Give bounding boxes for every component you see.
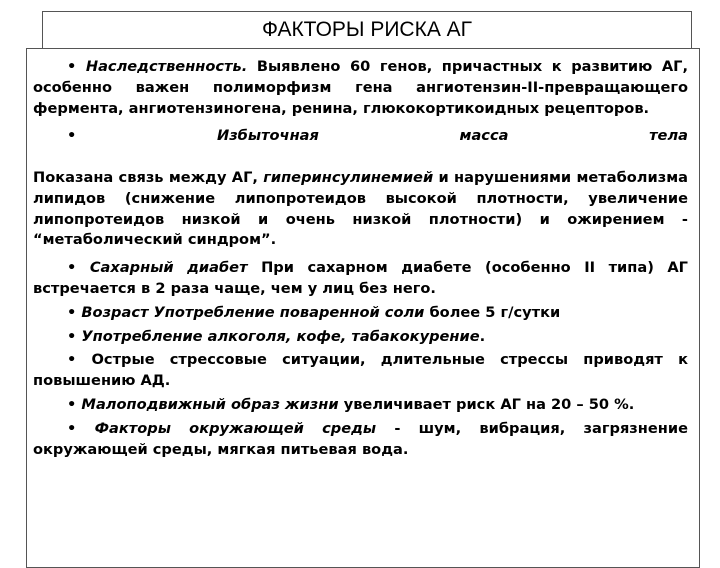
item-stress-text: Острые стрессовые ситуации, длительные стрессы приводят к повышению АД. (33, 351, 688, 390)
bullet-icon: • (67, 303, 77, 321)
item-sedentary (33, 395, 688, 416)
item-age-salt (33, 303, 688, 324)
item-alcohol-term: Употребление алкоголя, кофе, табакокурение (81, 327, 480, 345)
bullet-icon: • (67, 351, 77, 369)
item-environment (33, 419, 688, 461)
item-overweight-text-before: Показана связь между АГ, (33, 168, 258, 186)
bullet-icon: • (67, 327, 77, 345)
bullet-icon: • (67, 419, 77, 437)
item-diabetes (33, 258, 688, 300)
item-age-salt-text: более 5 г/сутки (429, 303, 561, 321)
bullet-icon: • (67, 58, 77, 75)
item-overweight-text-after: и нарушениями метаболизма липидов (снижение липопротеидов высокой плотности, увеличение липопротеидов низкой и очень низкой плотности) и ожирением - “метаболический синдром”. (33, 168, 688, 249)
item-heredity (33, 57, 688, 119)
item-alcohol-text: . (479, 327, 486, 345)
slide-title: ФАКТОРЫ РИСКА АГ (261, 18, 473, 41)
item-environment-term: Факторы окружающей среды (94, 419, 377, 437)
item-overweight (33, 126, 688, 147)
bullet-icon: • (67, 395, 77, 413)
item-heredity-text: Выявлено 60 генов, причастных к развитию АГ, особенно важен полиморфизм гена ангиотензин-II-превращающего фермента, ангиотензиногена, ренина, глюкокортикоидных рецепторов. (33, 58, 688, 117)
item-sedentary-term: Малоподвижный образ жизни (81, 395, 339, 413)
item-age-salt-term: Возраст Употребление поваренной соли (81, 303, 425, 321)
item-overweight-body (33, 168, 688, 251)
item-heredity-term: Наследственность. (85, 58, 248, 75)
item-stress (33, 350, 688, 392)
item-environment-text: - шум, вибрация, загрязнение окружающей среды, мягкая питьевая вода. (33, 419, 688, 458)
item-overweight-term: Избыточная масса тела (216, 127, 688, 145)
item-diabetes-text: При сахарном диабете (особенно II типа) АГ встречается в 2 раза чаще, чем у лиц без него. (33, 259, 688, 297)
slide-title-box (42, 11, 692, 49)
bullet-icon: • (67, 259, 77, 277)
bullet-icon: • (67, 127, 77, 145)
item-overweight-inline-term: гиперинсулинемией (263, 168, 434, 186)
item-diabetes-term: Сахарный диабет (89, 259, 248, 277)
spacer (33, 147, 688, 168)
content-box (26, 48, 700, 568)
item-alcohol (33, 327, 688, 348)
item-sedentary-text: увеличивает риск АГ на 20 – 50 %. (343, 395, 635, 413)
